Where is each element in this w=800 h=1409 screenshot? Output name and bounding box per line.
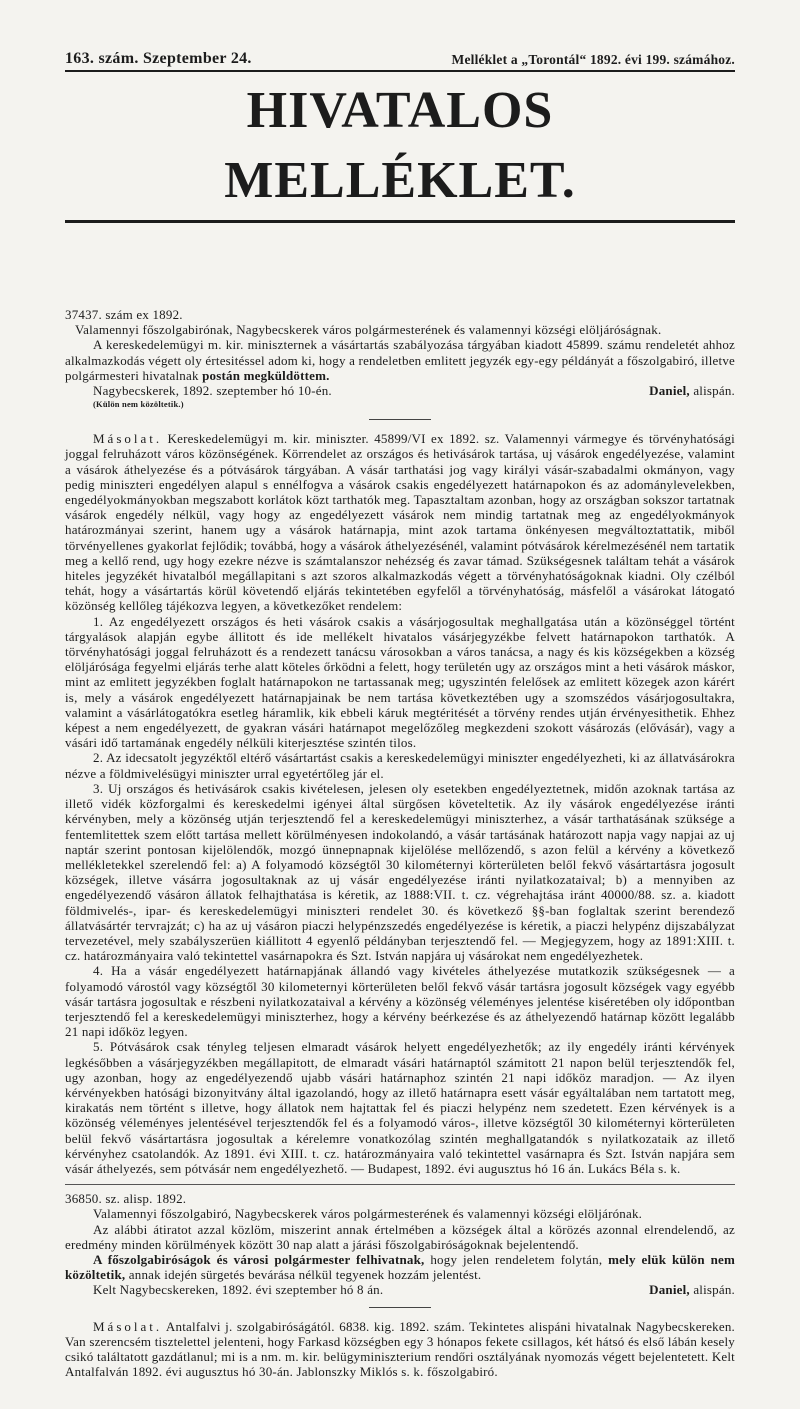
call-text-2: annak idején sürgetés bevárása nélkül tegyenek hozzám jelentést. <box>125 1267 482 1283</box>
section-37437 <box>65 307 735 1176</box>
copy-report-text: Antalfalvi j. szolgabiróságától. 6838. kig. 1892. szám. Tekintetes alispáni hivatalnak Nagybecskereken. Van szerencsém tisztelettel jelenteni, hogy Farkasd községben egy 3 hónapos fekete csillagos, két hátsó és első lábán kesely csikó találtatott gazdátlanul; mi is a nm. m. kir. belügyminiszterium rendőri osztályának nyomozás végett bejelentetett. Kelt Antalfalván 1892. évi augusztus hó 30-án. Jablonszky Miklós s. k. főszolgabiró. <box>65 1318 735 1380</box>
body-emphasis: postán megküldöttem. <box>202 367 330 383</box>
masthead-line <box>65 50 735 72</box>
dateline-row <box>65 383 735 398</box>
page-title: HIVATALOS MELLÉKLET. <box>65 76 735 223</box>
call-emphasis-1: A főszolgabiróságok és városi polgármester felhivatnak, <box>93 1251 425 1267</box>
place-date: Nagybecskerek, 1892. szeptember hó 10-én. <box>93 383 332 399</box>
addressee: Valamennyi főszolgabiró, Nagybecskerek város polgármesterének és valamennyi községi elöljárónak. <box>93 1206 643 1222</box>
issue-number: 163. szám. Szeptember 24. <box>65 50 252 67</box>
decree-item-3: 3. Uj országos és hetivásárok csakis kivételesen, jelesen oly esetekben engedélyeztetnek, midőn azoknak tartása az illető vidék közforgalmi és kereskedelmi igényei által sürgősen követeltetik. Az ily vásárok engedélyezése iránti kérvényben, mely a közönség utján terjesztendő fel a kereskedelemügyi miniszterhez, a vásár tarthatásának szüksége a fentemlitettek szem előtt tartása mellett körülményesen indokolandó, a vásár tartásának határozott napja vagy napjai az uj naptár szerint pontosan kijelölendők, mozgó ünnepnapnak kijelölése mellőzendő, s azon felül a kérvény a következő mellékletekkel szerelendő fel: a) A folyamodó községtől 30 kilométernyi körterületen belől fekvő vásártartásra jogosult községek, illetve vásárra jogosultaknak az uj vásár engedélyezése iránti nyilatkozataival; b) a mennyiben az engedélyezendő vásáron állatok felhajthatása is kéretik, az 1888:VII. t. cz. végrehajtása iránt 40000/88. sz. a. kiadott földmivelés-, ipar- és kereskedelemügyi miniszteri rendelet 30. és következő §§-ban foglaltak szerint berendező állatvásártér tervrajzát; c) ha az uj vásáron piaczi helypénzszedés engedélyezése is kéretik, a piaczi helypénz dijszabályzat tervezetével, mely szabályszerüen kiállitott 4 egyenlő példányban terjesztendő fel. — Megjegyzem, hogy az 1891:XIII. t. cz. határozmányaira való tekintettel vasárnapokra és Szt. István napjára uj vásárokat nem engedélyezhetek. <box>65 780 735 964</box>
decree-body: Az alábbi átiratot azzal közlöm, miszerint annak értelmében a községek által a körözés azonnal elrendelendő, az eredmény minden körülmények között 30 nap alatt a járási főszolgabiróságoknak bejelentendő. <box>65 1221 735 1252</box>
call-text-1: hogy jelen rendeletem folytán, <box>424 1251 609 1267</box>
signature-name: Daniel, <box>649 383 690 399</box>
body-text: A kereskedelemügyi m. kir. miniszternek a vásártartás szabályozása tárgyában kiadott 45899. számu rendeletét ahhoz alkalmazkodás végett oly értesitéssel adom ki, hogy a rendeletben emlitett jegyzék egy-egy példányát a főszolgabiró, illetve polgármesteri hivatalnak <box>65 337 735 383</box>
signature-name: Daniel, <box>649 1282 690 1298</box>
copy-report <box>65 1319 735 1380</box>
signature <box>649 1282 735 1297</box>
section-rule <box>65 1184 735 1185</box>
signature <box>649 383 735 398</box>
copy-label: Másolat. <box>93 1318 163 1334</box>
decree-item-5: 5. Pótvásárok csak tényleg teljesen elmaradt vásárok helyett engedélyezhetők; az ily engedély iránti kérvények legkésőbben a vásárjegyzékben megállapitott, de elmaradt vásári határnaptól számitott 21 napon belül terjesztendők fel, ugy azonban, hogy az engedélyezendő ujabb vásári határnaphoz szintén 21 napi időköz maradjon. — Az ilyen kérvényekben hatósági bizonyitvány által igazolandó, hogy az illető határnapra esett vásár egyáltalában nem tartatott meg, kirakatás nem történt s illetve, hogy állatok nem hajtattak fel és piaczi helypénz nem szedetett. Ezen kérvények is a közönség véleményes jelentésével terjesztendők fel és a folyamodó város-, illetve községtől 30 kilométernyi körterületen belül fekvő vásártartásra jogosultak a kérelemre vonatkozólag szintén meghallgatandók s nyilatkozataik az illető kérvényhez csatolandók. Az 1891. évi XIII. t. cz. határozmányaira való tekintettel vasárnapra és Szt. István napjára sem vásár áthelyezés, sem pótvásár nem engedélyezhető. — Budapest, 1892. évi augusztus hó 16 án. Lukács Béla s. k. <box>65 1039 735 1176</box>
call-emphasis-2: mely elük külön nem közöltetik, <box>65 1251 736 1283</box>
decree-body <box>65 337 735 383</box>
copy-intro-text: Kereskedelemügyi m. kir. miniszter. 45899/VI ex 1892. sz. Valamennyi vármegye és törvényhatósági joggal felruházott város közönségének. Körrendelet az országos és hetivásárok tartása, uj vásárok engedélyezése, valamint a vásárok áthelyezése és a pótvásárok tárgyában. A vásár tarthatási jog vagy királyi vásár-szabadalmi okmányon, vagy pedig miniszteri engedélyen alapul s ennélfogva a vásárok csakis engedélyezett határnapokon és az adománylevelekben, engedélyokmányokban megszabott korlátok közt tarthatók meg. Tapasztaltam azonban, hogy az országban sokszor tartatnak vásárok engedély nélkül, vagy hogy az engedélyezett vásárok nem mindig tartatnak meg az engedélyokmányok határozmányai szerint, hanem ugy a vásárok határnapja, mint azok tartama önkényesen megváltoztattatik, miből törvényellenes gyakorlat fejlődik; továbbá, hogy a vásárok áthelyezésénél, valamint pótvásárok kérelmezésénél nem tartatik meg a kellő rend, ugy hogy ezekre nézve is számtalanszor nehézség és zavar támad. Szükségesnek találtam tehát a vásárok hiteles jegyzékét hivatalból megállapitani s azt szoros alkalmazkodás végett a törvényhatóságoknak kiadni. Oly czélból tehát, hogy a vásártartás körül követendő eljárás tekintetében egyfelől a törvényhatóság, másfelől a vásárokat látogató közönség kellőleg tájékozva legyen, a következőket rendelem: <box>65 431 735 614</box>
supplement-note: Melléklet a „Torontál“ 1892. évi 199. számához. <box>451 52 735 67</box>
decree-number: 36850. sz. alisp. 1892. <box>65 1191 187 1207</box>
copy-label: Másolat. <box>93 431 163 447</box>
signature-title: alispán. <box>689 1282 735 1298</box>
section-36850 <box>65 1191 735 1379</box>
signature-title: alispán. <box>689 383 735 399</box>
divider <box>369 1307 431 1308</box>
place-date: Kelt Nagybecskereken, 1892. évi szeptember hó 8 án. <box>93 1282 384 1298</box>
note: (Külön nem közöltetik.) <box>93 399 184 410</box>
copy-intro <box>65 431 735 613</box>
call-to-report <box>65 1252 735 1282</box>
decree-item-2: 2. Az idecsatolt jegyzéktől eltérő vásártartást csakis a kereskedelemügyi miniszter engedélyezheti, ki az állatvásárokra nézve a földmivelésügyi miniszter urral egyetértőleg jár el. <box>65 750 735 781</box>
decree-number: 37437. szám ex 1892. <box>65 307 183 322</box>
dateline-row <box>65 1282 735 1297</box>
divider <box>369 419 431 420</box>
decree-item-4: 4. Ha a vásár engedélyezett határnapjának állandó vagy kivételes áthelyezése mutatkozik szükségesnek — a folyamodó várostól vagy községtől 30 kilometernyi körterületen belől fekvő vásár tartásra jogosult községek vagy egyébb vásár tartásra jogosultak e részbeni nyilatkozataival a kérvény a közönség véleményes jelentése kiséretében oly időpontban terjesztendő fel a kereskedelemügyi miniszterhez, hogy a kérvény beérkezése és az áthelyezendő határnap között legalább 21 napi időköz legyen. <box>65 963 735 1040</box>
decree-item-1: 1. Az engedélyezett országos és heti vásárok csakis a vásárjogosultak meghallgatása után a közönséggel történt tárgyalások alapján egybe állitott és ide mellékelt hivatalos vásárjegyzékbe felvett határnapokon tarthatók. A törvényhatósági joggal felruházott és a rendezett tanácsu városokban a város tanácsa, a nagy és kis községekben a község elöljárósága fegyelmi eljárás terhe alatt köteles őrködni a felett, hogy területén ugy az országos mint a heti vásárok máskor, mint az emlitett jegyzékben foglalt határnapokon ne tartassanak meg; ugyszintén felelősek az emlitett közegek azon kárért is, mely a vásárok engedélyezett határnapjainak be nem tartása következtében ugy a szomszédos vásárjogosultakra, valamint a vásárlátogatókra esetleg háramlik, kik ebbeli káruk megtéritését a törvény rendes utján érvényesithetik. Ehhez képest a nem engedélyezett, de gyakran vásári határnapot megelőzőleg megkezdeni szokott vásározás (elővásár), vagy a vásári idő tartamának engedély nélküli kiterjesztése szintén tilos. <box>65 613 735 751</box>
addressee: Valamennyi főszolgabirónak, Nagybecskerek város polgármesterének és valamennyi községi elöljáróságnak. <box>75 322 662 338</box>
newspaper-page <box>65 0 735 1409</box>
